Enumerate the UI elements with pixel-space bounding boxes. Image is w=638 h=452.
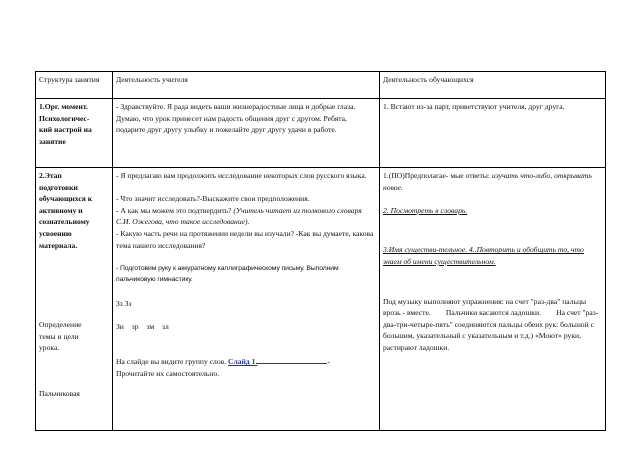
teacher-p3-italic: (Учитель читает из толкового словаря С.И. Ожегова, что такое исследование). — [116, 205, 362, 227]
stage-main-line: 2.Этап — [39, 171, 62, 180]
teacher-p8 — [116, 355, 376, 368]
students-s4: Под музыку выполняют упражнения: на счет "раз-два" пальцы врозь - вместе. Пальчики касаются ладошки. На счет "раз-два-три-четыре-пять" соединяются пальцы обеих рук: большой с большим, указательный с указательным и т.д.) «Моют» руки, растирают ладошки. — [383, 296, 599, 352]
teacher-org-cell — [113, 99, 380, 168]
students-main-cell — [380, 168, 606, 431]
stage-org-line: занятие — [39, 136, 66, 146]
table-row-org — [36, 99, 606, 168]
header-students: Деятельность обучающихся — [380, 72, 606, 99]
stage-org-line: Психологичес- — [39, 113, 90, 123]
students-s1-italic: изучать что-либо, открывать новое. — [383, 171, 592, 192]
stage-main-line: обучающихся к — [39, 194, 93, 204]
students-s3: 3.Имя существи-тельное. 4..Повторить и обобщить то, что знаем об имени существительном. — [383, 245, 584, 266]
stage-org-line: кий настрой на — [39, 125, 92, 135]
header-structure: Структура занятия — [36, 72, 113, 99]
teacher-p5: - Подготовим руку к аккуратному каллиграфическому письму. Выполним пальчиковую гимнастику. — [116, 264, 339, 284]
students-s2: 2. Посмотреть в словарь. — [383, 205, 468, 215]
teacher-p1: - Я предлагаю вам продолжить исследование некоторых слов русского языка. — [116, 171, 367, 180]
slide-1-link[interactable]: Слайд 1. — [228, 357, 258, 367]
table-header-row — [36, 72, 606, 99]
stage-finger-gym: Пальчиковая — [39, 388, 80, 398]
stage-goal-line: Определение — [39, 320, 82, 330]
teacher-org-text: - Здравствуйте. Я рада видеть ваши жизнерадостные лица и добрые глаза. Думаю, что урок принесет нам радость общения друг с другом. Ребята, подарите друг другу улыбку и пожелайте друг другу удачи в работе. — [116, 102, 356, 135]
stage-main-line: активному и — [39, 205, 83, 215]
lesson-plan-table — [35, 71, 606, 431]
teacher-p3-plain: - А как мы можем это подтвердить? — [116, 205, 232, 215]
teacher-p8-plain: На слайде вы видите группу слов. — [116, 357, 227, 367]
stage-goal-line: темы и цели — [39, 331, 79, 341]
stage-goal-line: урока. — [39, 343, 60, 353]
students-org-cell — [380, 99, 606, 168]
stage-main-cell — [36, 168, 113, 431]
teacher-p3 — [116, 205, 376, 228]
header-teacher: Деятельность учителя — [113, 72, 380, 99]
teacher-p4: - Какую часть речи на протяжении недели вы изучали? -Как вы думаете, какова тема нашего исследования? — [116, 228, 374, 250]
teacher-main-cell — [113, 168, 380, 431]
stage-main-line: сознательному — [39, 217, 90, 227]
stage-main-line: усвоению — [39, 228, 72, 238]
teacher-p8-tail: - — [327, 357, 330, 367]
students-s1-plain: 1.(ПО)Предполагае- мые ответы: — [383, 171, 490, 180]
stage-main-line: подготовки — [39, 182, 78, 192]
students-s1 — [383, 170, 602, 193]
table-row-main — [36, 168, 606, 431]
teacher-p7: Зи зр зм зл — [116, 321, 169, 331]
students-org-text: 1. Встают из-за парт, приветствуют учителя, друг друга. — [383, 102, 565, 111]
stage-org-cell — [36, 99, 113, 168]
teacher-p6: Зз Зз — [116, 298, 132, 308]
teacher-p2: - Что значит исследовать?-Выскажите свои предположения. — [116, 194, 310, 204]
teacher-p9: Прочитайте их самостоятельно. — [116, 368, 220, 378]
stage-main-line: материала. — [39, 240, 78, 250]
stage-main-title — [39, 170, 109, 251]
link-underline-blank — [257, 355, 327, 364]
stage-org-line: 1.Орг. момент. — [39, 102, 88, 111]
